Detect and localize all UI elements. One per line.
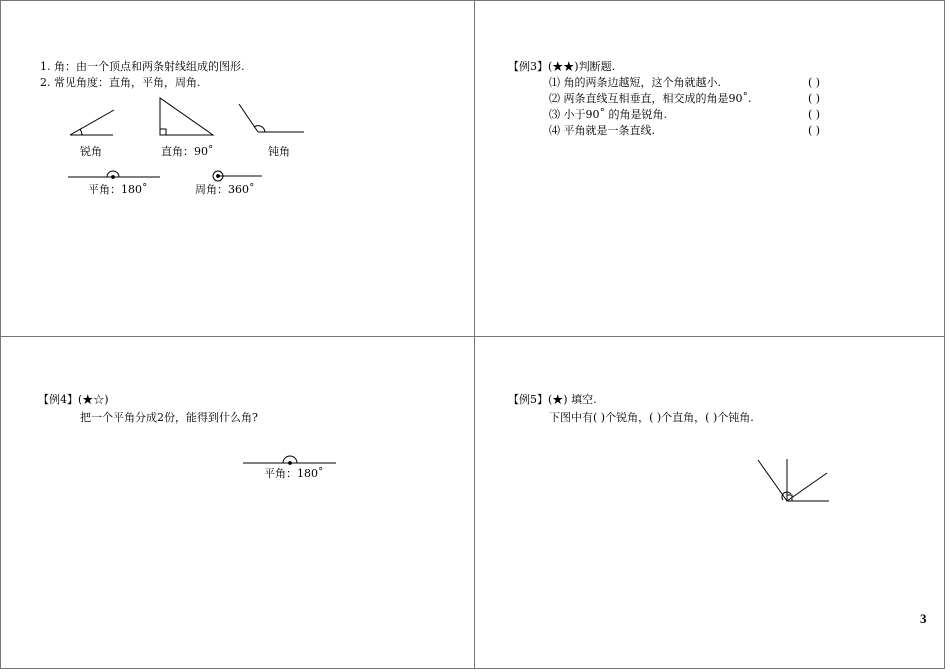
obtuse-angle-figure xyxy=(239,104,304,132)
example5-heading: 【例5】(★) 填空. xyxy=(508,393,597,406)
acute-angle-label: 锐角 xyxy=(80,145,102,158)
obtuse-angle-label: 钝角 xyxy=(268,145,290,158)
full-angle-figure xyxy=(213,171,262,181)
example4-question: 把一个平角分成2份，能得到什么角? xyxy=(80,411,258,424)
acute-angle-figure xyxy=(70,110,114,135)
right-angle-label: 直角：90˚ xyxy=(161,145,214,158)
answer-blank-4: ( ) xyxy=(808,124,821,137)
example5-rays-figure xyxy=(758,459,829,501)
answer-blank-2: ( ) xyxy=(808,92,821,105)
example5-question: 下图中有( )个锐角，( )个直角，( )个钝角. xyxy=(549,411,754,424)
right-triangle-figure xyxy=(160,98,213,135)
answer-blank-3: ( ) xyxy=(808,108,821,121)
example3-heading: 【例3】(★★)判断题. xyxy=(508,60,616,73)
example4-heading: 【例4】(★☆) xyxy=(38,393,109,406)
page-number: 3 xyxy=(920,611,927,626)
straight-angle-label: 平角：180˚ xyxy=(88,183,148,196)
example4-straight-angle-label: 平角：180˚ xyxy=(264,467,324,480)
judge-item-3: ⑶ 小于90˚ 的角是锐角. xyxy=(549,108,667,121)
judge-item-1: ⑴ 角的两条边越短，这个角就越小. xyxy=(549,76,721,89)
common-angles-line: 2. 常见角度：直角，平角，周角. xyxy=(40,76,201,89)
answer-blank-1: ( ) xyxy=(808,76,821,89)
definition-line: 1. 角：由一个顶点和两条射线组成的图形. xyxy=(40,60,245,73)
straight-angle-figure xyxy=(68,171,160,178)
example4-straight-angle-figure xyxy=(243,456,336,464)
full-angle-label: 周角：360˚ xyxy=(195,183,255,196)
judge-item-2: ⑵ 两条直线互相垂直，相交成的角是90˚. xyxy=(549,92,752,105)
judge-item-4: ⑷ 平角就是一条直线. xyxy=(549,124,655,137)
